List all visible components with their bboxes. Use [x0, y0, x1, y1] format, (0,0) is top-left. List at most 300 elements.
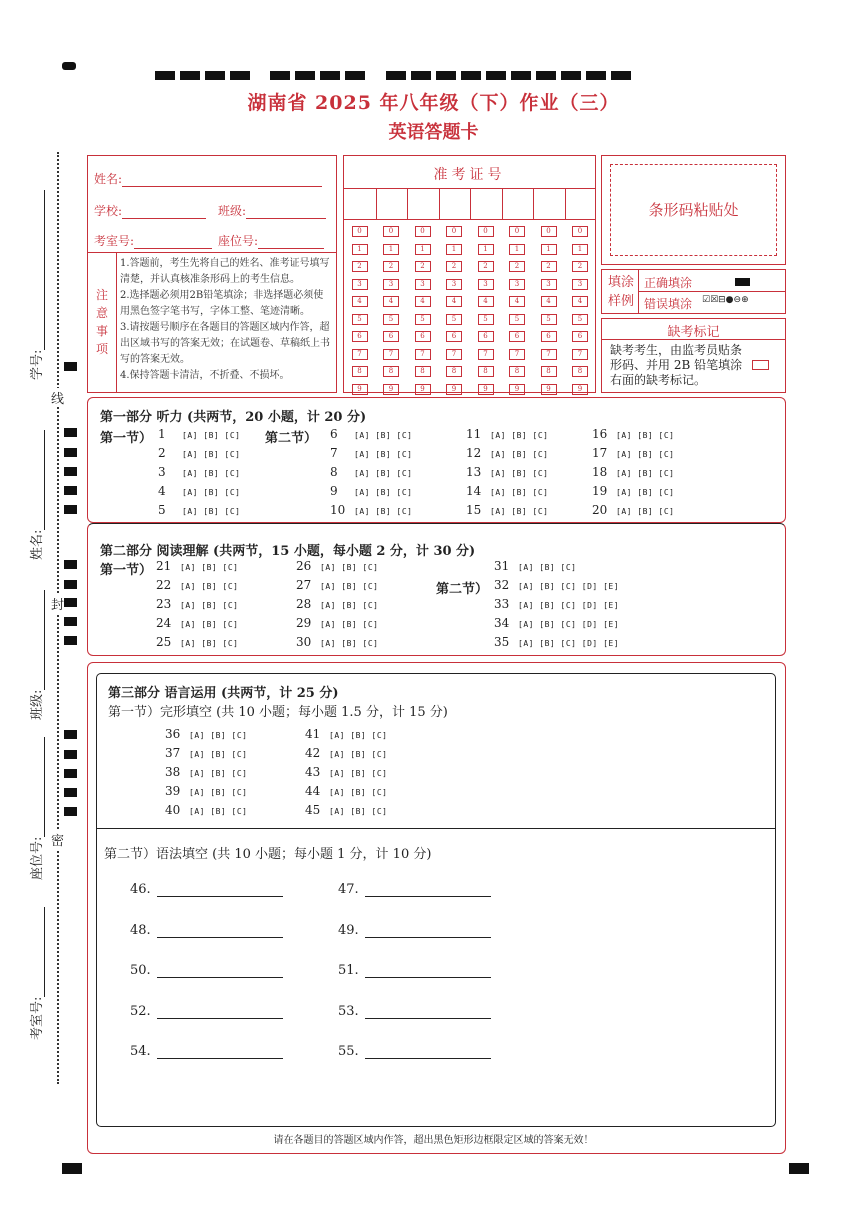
question-number: 32: [494, 578, 510, 592]
seal-text-1: 线: [51, 388, 64, 407]
room-field[interactable]: 考室号:: [94, 232, 212, 249]
question-number: 12: [466, 446, 482, 460]
id-digit-bubble[interactable]: 9: [509, 384, 525, 395]
question-number: 8: [330, 465, 338, 479]
question-item[interactable]: [330, 484, 412, 498]
notes-list: [120, 256, 332, 384]
question-item[interactable]: [165, 803, 247, 817]
id-digit-bubble[interactable]: 6: [415, 331, 431, 342]
answer-options[interactable]: [A] [B] [C]: [189, 807, 248, 816]
id-digit-bubble[interactable]: 7: [415, 349, 431, 360]
id-digit-column: [344, 226, 375, 426]
answer-options[interactable]: [A] [B] [C]: [320, 582, 379, 591]
id-digit-bubble[interactable]: 9: [572, 384, 588, 395]
school-field[interactable]: 学校:: [94, 202, 206, 219]
question-number: 16: [592, 427, 608, 441]
timing-mark: [64, 769, 77, 778]
id-digit-bubble[interactable]: 7: [478, 349, 494, 360]
blank-number: 55.: [338, 1044, 359, 1059]
answer-options[interactable]: [A] [B] [C]: [182, 450, 241, 459]
question-number: 22: [156, 578, 172, 592]
answer-options[interactable]: [A] [B] [C]: [180, 620, 239, 629]
answer-line[interactable]: [157, 976, 283, 978]
absent-text: 缺考考生，由监考员贴条形码、并用 2B 铅笔填涂右面的缺考标记。: [610, 343, 743, 387]
question-number: 31: [494, 559, 510, 573]
id-digit-bubble[interactable]: 0: [415, 226, 431, 237]
answer-options[interactable]: [A] [B] [C]: [320, 563, 379, 572]
id-column-divider: [502, 188, 503, 219]
question-item[interactable]: [156, 616, 238, 630]
side-label-seat: 座位号:: [26, 737, 45, 880]
question-item[interactable]: [296, 635, 378, 649]
question-number: 13: [466, 465, 482, 479]
id-digit-column: [407, 226, 438, 426]
question-item[interactable]: [158, 484, 240, 498]
id-digit-bubble[interactable]: 1: [572, 244, 588, 255]
answer-options[interactable]: [A] [B] [C]: [616, 469, 675, 478]
answer-options[interactable]: [A] [B] [C] [D] [E]: [518, 601, 620, 610]
divider: [602, 339, 785, 340]
question-item[interactable]: [158, 465, 240, 479]
id-digit-bubble[interactable]: 2: [572, 261, 588, 272]
question-item[interactable]: [156, 635, 238, 649]
id-digit-bubble[interactable]: 8: [572, 366, 588, 377]
id-digit-bubble[interactable]: 6: [478, 331, 494, 342]
question-item[interactable]: [494, 578, 619, 592]
id-digit-bubble[interactable]: 3: [415, 279, 431, 290]
question-number: 10: [330, 503, 346, 517]
question-number: 15: [466, 503, 482, 517]
id-digit-bubble[interactable]: 5: [572, 314, 588, 325]
question-number: 9: [330, 484, 338, 498]
id-digit-bubble[interactable]: 5: [478, 314, 494, 325]
answer-line[interactable]: [365, 936, 491, 938]
seal-text-2: 封: [51, 594, 64, 613]
question-number: 43: [305, 765, 321, 779]
question-number: 24: [156, 616, 172, 630]
id-digit-bubble[interactable]: 8: [352, 366, 368, 377]
id-digit-bubble[interactable]: 4: [509, 296, 525, 307]
side-label-room: 考室号:: [26, 907, 45, 1040]
id-digit-bubble[interactable]: 1: [415, 244, 431, 255]
question-number: 18: [592, 465, 608, 479]
answer-options[interactable]: [A] [B] [C]: [354, 431, 413, 440]
answer-line[interactable]: [157, 895, 283, 897]
id-digit-column: [376, 226, 407, 426]
fill-label-2: 样例: [608, 294, 635, 309]
part2-section1-label: 第一节）: [100, 563, 153, 578]
id-digit-bubble[interactable]: 9: [352, 384, 368, 395]
question-item[interactable]: [305, 765, 387, 779]
timing-mark: [64, 505, 77, 514]
id-digit-bubble[interactable]: 3: [509, 279, 525, 290]
question-number: 39: [165, 784, 181, 798]
class-field[interactable]: 班级:: [218, 202, 326, 219]
id-digit-bubble[interactable]: 6: [383, 331, 399, 342]
id-digit-bubble[interactable]: 4: [478, 296, 494, 307]
id-digit-bubble[interactable]: 4: [541, 296, 557, 307]
id-digit-bubble[interactable]: 9: [541, 384, 557, 395]
divider: [344, 219, 595, 220]
answer-line[interactable]: [365, 1057, 491, 1059]
grammar-blank[interactable]: [338, 882, 491, 897]
question-number: 1: [158, 427, 166, 441]
id-digit-bubble[interactable]: 5: [352, 314, 368, 325]
timing-mark: [64, 560, 77, 569]
grammar-blank[interactable]: [130, 882, 283, 897]
answer-options[interactable]: [A] [B] [C]: [490, 488, 549, 497]
answer-options[interactable]: [A] [B] [C]: [182, 507, 241, 516]
id-digit-bubble[interactable]: 4: [415, 296, 431, 307]
timing-mark: [64, 788, 77, 797]
answer-options[interactable]: [A] [B] [C]: [490, 431, 549, 440]
id-digit-column: [533, 226, 564, 426]
id-digit-bubble[interactable]: 0: [352, 226, 368, 237]
id-digit-bubble[interactable]: 0: [478, 226, 494, 237]
timing-mark: [64, 448, 77, 457]
question-number: 28: [296, 597, 312, 611]
answer-options[interactable]: [A] [B] [C]: [354, 450, 413, 459]
id-digit-bubble[interactable]: 7: [383, 349, 399, 360]
answer-options[interactable]: [A] [B] [C]: [320, 620, 379, 629]
id-digit-bubble[interactable]: 6: [446, 331, 462, 342]
question-item[interactable]: [466, 427, 548, 441]
answer-options[interactable]: [A] [B] [C]: [189, 731, 248, 740]
question-number: 26: [296, 559, 312, 573]
answer-options[interactable]: [A] [B] [C]: [518, 563, 577, 572]
answer-options[interactable]: [A] [B] [C]: [180, 582, 239, 591]
blank-number: 51.: [338, 963, 359, 978]
part3-section2-title: 第二节）语法填空 (共 10 小题；每小题 1 分，计 10 分): [104, 847, 432, 862]
grammar-blank[interactable]: [130, 963, 283, 978]
id-digit-column: [439, 226, 470, 426]
id-digit-bubble[interactable]: 4: [572, 296, 588, 307]
notes-heading: 注意事项: [96, 288, 109, 356]
blank-number: 47.: [338, 882, 359, 897]
id-digit-bubble[interactable]: 3: [572, 279, 588, 290]
id-digit-bubble[interactable]: 2: [352, 261, 368, 272]
answer-options[interactable]: [A] [B] [C] [D] [E]: [518, 620, 620, 629]
id-digit-bubble[interactable]: 7: [509, 349, 525, 360]
question-item[interactable]: [494, 635, 619, 649]
id-digit-bubble[interactable]: 8: [541, 366, 557, 377]
question-item[interactable]: [592, 427, 674, 441]
question-item[interactable]: [466, 465, 548, 479]
id-digit-bubble[interactable]: 0: [572, 226, 588, 237]
timing-mark: [64, 362, 77, 371]
absent-checkbox[interactable]: [752, 360, 769, 370]
question-item[interactable]: [466, 484, 548, 498]
answer-options[interactable]: [A] [B] [C]: [180, 563, 239, 572]
question-number: 42: [305, 746, 321, 760]
part3-section1-title: 第一节）完形填空 (共 10 小题；每小题 1.5 分，计 15 分): [108, 705, 448, 720]
barcode-area: [610, 164, 777, 256]
id-digit-bubble[interactable]: 9: [383, 384, 399, 395]
answer-options[interactable]: [A] [B] [C]: [182, 431, 241, 440]
id-digit-bubble[interactable]: 4: [383, 296, 399, 307]
id-digit-bubble[interactable]: 2: [446, 261, 462, 272]
question-item[interactable]: [158, 446, 240, 460]
side-label-class: 班级:: [26, 590, 45, 720]
timing-mark: [64, 636, 77, 645]
id-digit-bubble[interactable]: 6: [509, 331, 525, 342]
answer-options[interactable]: [A] [B] [C] [D] [E]: [518, 582, 620, 591]
answer-options[interactable]: [A] [B] [C]: [354, 469, 413, 478]
id-digit-bubble[interactable]: 5: [509, 314, 525, 325]
id-digit-bubble[interactable]: 8: [415, 366, 431, 377]
question-number: 14: [466, 484, 482, 498]
answer-options[interactable]: [A] [B] [C]: [189, 750, 248, 759]
answer-options[interactable]: [A] [B] [C]: [354, 488, 413, 497]
question-number: 34: [494, 616, 510, 630]
question-number: 37: [165, 746, 181, 760]
side-label-name: 姓名:: [26, 430, 45, 560]
id-digit-bubble[interactable]: 3: [352, 279, 368, 290]
id-digit-bubble[interactable]: 5: [446, 314, 462, 325]
answer-options[interactable]: [A] [B] [C]: [490, 469, 549, 478]
question-number: 20: [592, 503, 608, 517]
answer-options[interactable]: [A] [B] [C]: [329, 750, 388, 759]
part2-title: 第二部分 阅读理解 (共两节，15 小题，每小题 2 分，计 30 分): [100, 544, 476, 559]
blank-number: 49.: [338, 922, 359, 938]
question-number: 36: [165, 727, 181, 741]
id-digit-bubble[interactable]: 0: [446, 226, 462, 237]
timing-mark: [64, 807, 77, 816]
part2-section2-label: 第二节）: [436, 582, 489, 597]
id-digit-bubble[interactable]: 5: [383, 314, 399, 325]
divider: [88, 252, 336, 253]
question-item[interactable]: [296, 597, 378, 611]
barcode-box: [601, 155, 786, 265]
answer-options[interactable]: [A] [B] [C]: [490, 450, 549, 459]
id-digit-bubble[interactable]: 1: [478, 244, 494, 255]
answer-options[interactable]: [A] [B] [C]: [180, 601, 239, 610]
question-item[interactable]: [494, 616, 619, 630]
question-number: 2: [158, 446, 166, 460]
question-item[interactable]: [156, 597, 238, 611]
question-item[interactable]: [305, 727, 387, 741]
page-title: 湖南省 2025 年八年级（下）作业（三）: [247, 92, 620, 114]
question-item[interactable]: [305, 803, 387, 817]
id-digit-bubble[interactable]: 9: [478, 384, 494, 395]
answer-options[interactable]: [A] [B] [C]: [189, 788, 248, 797]
question-item[interactable]: [165, 727, 247, 741]
id-digit-bubble[interactable]: 0: [509, 226, 525, 237]
question-item[interactable]: [156, 578, 238, 592]
id-digit-bubble[interactable]: 5: [541, 314, 557, 325]
id-column-divider: [533, 188, 534, 219]
answer-options[interactable]: [A] [B] [C]: [189, 769, 248, 778]
question-number: 35: [494, 635, 510, 649]
question-number: 29: [296, 616, 312, 630]
id-digit-bubble[interactable]: 6: [352, 331, 368, 342]
grammar-blank[interactable]: [338, 923, 491, 938]
id-digit-bubble[interactable]: 2: [415, 261, 431, 272]
answer-options[interactable]: [A] [B] [C]: [354, 507, 413, 516]
absent-box: [601, 318, 786, 393]
answer-options[interactable]: [A] [B] [C]: [490, 507, 549, 516]
part3-title: 第三部分 语言运用 (共两节，计 25 分): [108, 686, 339, 701]
page-subtitle: 英语答题卡: [388, 122, 479, 143]
id-digit-bubble[interactable]: 1: [446, 244, 462, 255]
id-digit-bubble[interactable]: 7: [352, 349, 368, 360]
id-column-divider: [407, 188, 408, 219]
answer-options[interactable]: [A] [B] [C] [D] [E]: [518, 639, 620, 648]
grammar-blank[interactable]: [338, 1044, 491, 1059]
answer-options[interactable]: [A] [B] [C]: [329, 731, 388, 740]
timing-marks-top: [155, 65, 636, 84]
id-digit-bubble[interactable]: 6: [572, 331, 588, 342]
id-digit-bubble[interactable]: 4: [446, 296, 462, 307]
answer-options[interactable]: [A] [B] [C]: [182, 488, 241, 497]
note-item: 2.选择题必须用2B铅笔填涂；非选择题必须使用黑色签字笔书写，字体工整、笔迹清晰。: [120, 290, 324, 317]
note-item: 3.请按题号顺序在各题目的答题区域内作答，超出区域书写的答案无效；在试题卷、草稿纸上书写的答案无效。: [120, 322, 330, 365]
question-item[interactable]: [330, 446, 412, 460]
question-number: 41: [305, 727, 321, 741]
id-column-divider: [470, 188, 471, 219]
answer-line[interactable]: [157, 1017, 283, 1019]
seat-field[interactable]: 座位号:: [218, 232, 324, 249]
question-item[interactable]: [165, 765, 247, 779]
seal-text-3: 密: [51, 830, 64, 849]
answer-options[interactable]: [A] [B] [C]: [616, 450, 675, 459]
question-number: 27: [296, 578, 312, 592]
question-number: 40: [165, 803, 181, 817]
grammar-blank[interactable]: [130, 1004, 283, 1019]
id-digit-bubble[interactable]: 1: [509, 244, 525, 255]
part3-divider: [97, 828, 775, 829]
answer-options[interactable]: [A] [B] [C]: [320, 639, 379, 648]
answer-options[interactable]: [A] [B] [C]: [616, 488, 675, 497]
wrong-fill-label: 错误填涂: [644, 297, 693, 311]
question-number: 3: [158, 465, 166, 479]
question-item[interactable]: [296, 578, 378, 592]
fill-label-1: 填涂: [608, 275, 635, 290]
answer-options[interactable]: [A] [B] [C]: [182, 469, 241, 478]
question-item[interactable]: [158, 503, 240, 517]
grammar-blank[interactable]: [130, 923, 283, 938]
divider: [638, 291, 785, 292]
id-digit-bubble[interactable]: 8: [446, 366, 462, 377]
answer-options[interactable]: [A] [B] [C]: [320, 601, 379, 610]
barcode-label: 条形码粘贴处: [648, 201, 739, 219]
grammar-blank[interactable]: [130, 1044, 283, 1059]
question-item[interactable]: [466, 446, 548, 460]
id-digit-bubble[interactable]: 5: [415, 314, 431, 325]
id-digit-bubble[interactable]: 3: [446, 279, 462, 290]
answer-options[interactable]: [A] [B] [C]: [329, 769, 388, 778]
name-field[interactable]: 姓名:: [94, 170, 322, 187]
grammar-blank[interactable]: [338, 963, 491, 978]
answer-options[interactable]: [A] [B] [C]: [616, 431, 675, 440]
question-number: 7: [330, 446, 338, 460]
id-digit-bubble[interactable]: 3: [478, 279, 494, 290]
timing-mark: [64, 730, 77, 739]
answer-options[interactable]: [A] [B] [C]: [329, 788, 388, 797]
id-digit-bubble[interactable]: 0: [541, 226, 557, 237]
side-label-student-no: 学号:: [26, 190, 45, 380]
question-number: 45: [305, 803, 321, 817]
answer-line[interactable]: [365, 976, 491, 978]
grammar-blank[interactable]: [338, 1004, 491, 1019]
question-item[interactable]: [494, 597, 619, 611]
id-digit-column: [565, 226, 596, 426]
question-item[interactable]: [296, 616, 378, 630]
answer-line[interactable]: [157, 1057, 283, 1059]
id-digit-bubble[interactable]: 8: [478, 366, 494, 377]
id-digit-bubble[interactable]: 1: [352, 244, 368, 255]
question-item[interactable]: [156, 559, 238, 573]
question-item[interactable]: [592, 465, 674, 479]
question-item[interactable]: [296, 559, 378, 573]
question-item[interactable]: [592, 484, 674, 498]
id-digit-bubble[interactable]: 7: [541, 349, 557, 360]
question-number: 4: [158, 484, 166, 498]
id-digit-bubble[interactable]: 2: [478, 261, 494, 272]
question-item[interactable]: [305, 746, 387, 760]
note-item: 4.保持答题卡清洁，不折叠、不损坏。: [120, 370, 290, 381]
question-item[interactable]: [158, 427, 240, 441]
question-item[interactable]: [330, 465, 412, 479]
id-digit-bubble[interactable]: 7: [572, 349, 588, 360]
id-digit-bubble[interactable]: 8: [509, 366, 525, 377]
question-number: 25: [156, 635, 172, 649]
question-item[interactable]: [494, 559, 576, 573]
id-digit-bubble[interactable]: 4: [352, 296, 368, 307]
answer-line[interactable]: [157, 936, 283, 938]
question-item[interactable]: [305, 784, 387, 798]
question-item[interactable]: [330, 427, 412, 441]
question-item[interactable]: [165, 784, 247, 798]
answer-options[interactable]: [A] [B] [C]: [329, 807, 388, 816]
id-digit-bubble[interactable]: 1: [383, 244, 399, 255]
id-digit-bubble[interactable]: 9: [446, 384, 462, 395]
blank-number: 46.: [130, 882, 151, 897]
timing-mark: [64, 467, 77, 476]
absent-title: 缺考标记: [667, 325, 720, 340]
question-item[interactable]: [466, 503, 548, 517]
question-item[interactable]: [330, 503, 412, 517]
answer-line[interactable]: [365, 1017, 491, 1019]
id-digit-bubble[interactable]: 0: [383, 226, 399, 237]
id-digit-bubble[interactable]: 6: [541, 331, 557, 342]
timing-mark: [64, 598, 77, 607]
question-number: 38: [165, 765, 181, 779]
question-item[interactable]: [165, 746, 247, 760]
id-digit-bubble[interactable]: 7: [446, 349, 462, 360]
id-digit-bubble[interactable]: 8: [383, 366, 399, 377]
blank-number: 50.: [130, 963, 151, 978]
id-digit-bubble[interactable]: 2: [509, 261, 525, 272]
question-number: 33: [494, 597, 510, 611]
id-digit-bubble[interactable]: 2: [541, 261, 557, 272]
id-digit-bubble[interactable]: 1: [541, 244, 557, 255]
answer-line[interactable]: [365, 895, 491, 897]
id-digit-bubble[interactable]: 3: [383, 279, 399, 290]
footer-note: 请在各题目的答题区域内作答，超出黑色矩形边框限定区域的答案无效！: [273, 1135, 594, 1146]
fill-sample-box: [601, 269, 786, 314]
blank-number: 54.: [130, 1044, 151, 1059]
answer-options[interactable]: [A] [B] [C]: [616, 507, 675, 516]
id-column-divider: [565, 188, 566, 219]
id-digit-bubble[interactable]: 3: [541, 279, 557, 290]
id-digit-bubble[interactable]: 2: [383, 261, 399, 272]
id-digit-bubble[interactable]: 9: [415, 384, 431, 395]
id-digit-column: [470, 226, 501, 426]
answer-options[interactable]: [A] [B] [C]: [180, 639, 239, 648]
question-item[interactable]: [592, 503, 674, 517]
question-item[interactable]: [592, 446, 674, 460]
